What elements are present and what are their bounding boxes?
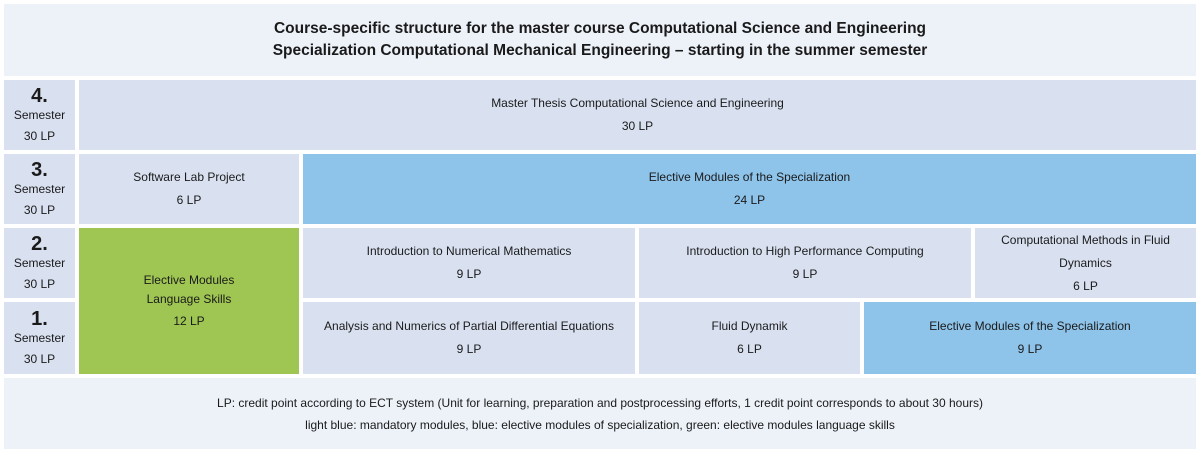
diagram-header [4, 4, 1196, 76]
module-software-lab [79, 154, 299, 224]
module-name: Elective Modules of the Specialization [648, 170, 851, 184]
semester-number: 3. [31, 159, 48, 181]
module-lp: 30 LP [621, 119, 654, 133]
semester-word: Semester [13, 256, 66, 270]
module-lp: 9 LP [792, 267, 818, 281]
semester-label-4 [4, 80, 75, 150]
module-pde-analysis [303, 302, 635, 374]
semester-number: 4. [31, 85, 48, 107]
module-lp: 6 LP [737, 342, 762, 356]
module-name: Fluid Dynamik [711, 319, 788, 333]
semester-number: 1. [31, 308, 48, 330]
semester-lp: 30 LP [23, 129, 56, 143]
module-name-line2: Language Skills [146, 292, 232, 306]
module-elective-specialization-s1 [864, 302, 1196, 374]
module-name: Software Lab Project [133, 170, 245, 184]
module-fluid-dynamik [639, 302, 860, 374]
legend-lp-definition: LP: credit point according to ECT system (Unit for learning, preparation and postprocessing efforts, 1 credit point corresponds to about 30 hours) [217, 395, 983, 410]
module-high-performance-computing [639, 228, 971, 298]
semester-word: Semester [13, 182, 66, 196]
module-lp: 12 LP [173, 314, 205, 328]
module-lp: 6 LP [176, 193, 202, 207]
module-name-line1: Elective Modules [143, 273, 235, 287]
module-lp: 9 LP [1017, 342, 1043, 356]
semester-word: Semester [13, 331, 66, 345]
header-title-line1: Course-specific structure for the master course Computational Science and Engineering [273, 20, 926, 37]
semester-word: Semester [13, 108, 66, 122]
module-numerical-mathematics [303, 228, 635, 298]
module-computational-fluid-dynamics [975, 228, 1196, 298]
semester-label-1 [4, 302, 75, 374]
module-name: Master Thesis Computational Science and Engineering [491, 96, 784, 110]
module-master-thesis [79, 80, 1196, 150]
module-lp: 9 LP [456, 267, 482, 281]
module-name: Introduction to Numerical Mathematics [366, 244, 572, 258]
semester-label-2 [4, 228, 75, 298]
legend-footer [4, 378, 1196, 449]
module-lp: 6 LP [1073, 278, 1098, 293]
header-title-line2: Specialization Computational Mechanical Engineering – starting in the summer semester [272, 42, 928, 59]
semester-label-3 [4, 154, 75, 224]
module-name: Analysis and Numerics of Partial Differential Equations [324, 319, 614, 333]
module-lp: 9 LP [456, 342, 482, 356]
semester-lp: 30 LP [23, 352, 56, 366]
semester-lp: 30 LP [23, 277, 56, 291]
module-elective-language-skills [79, 228, 299, 374]
module-name: Introduction to High Performance Computing [686, 244, 924, 258]
legend-color-key: light blue: mandatory modules, blue: elective modules of specialization, green: elective modules language skills [305, 417, 895, 432]
module-elective-specialization-s3 [303, 154, 1196, 224]
module-name: Computational Methods in Fluid Dynamics [1001, 232, 1170, 270]
module-lp: 24 LP [733, 193, 766, 207]
module-name: Elective Modules of the Specialization [929, 319, 1131, 333]
semester-lp: 30 LP [23, 203, 56, 217]
semester-number: 2. [31, 233, 48, 255]
